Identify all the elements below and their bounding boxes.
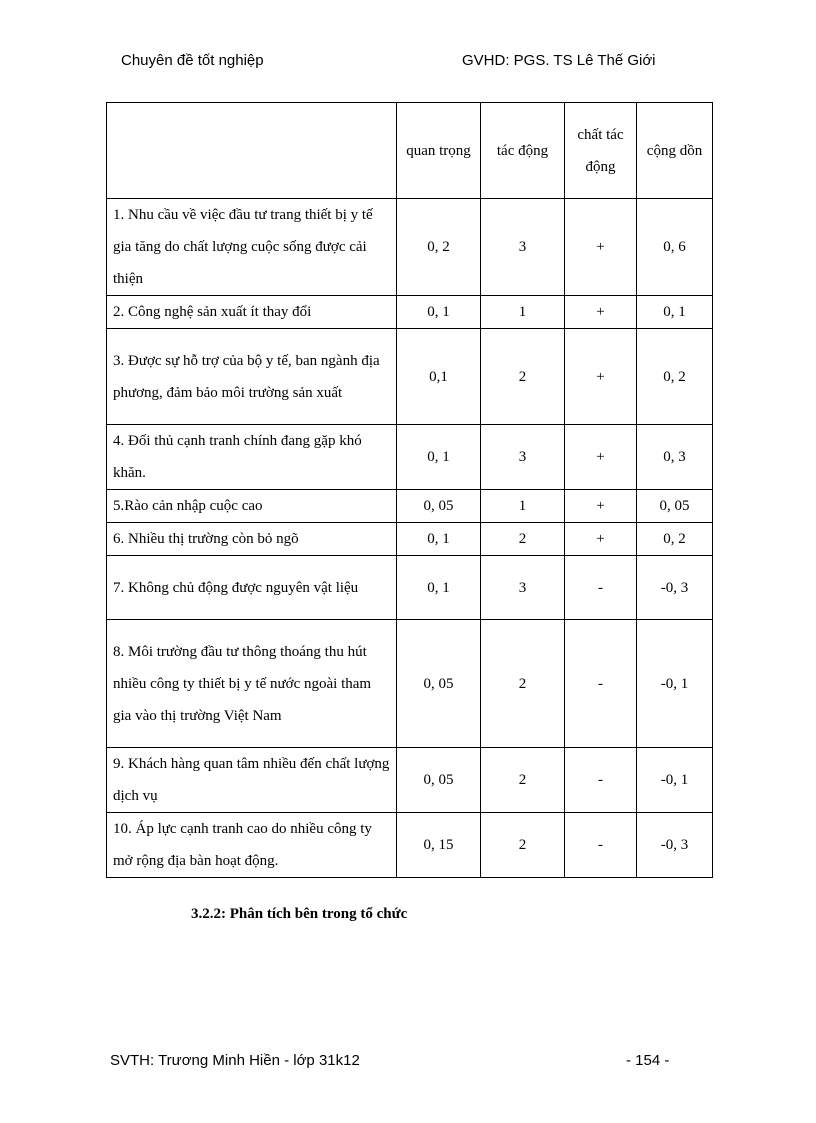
header-cell-description xyxy=(107,103,397,199)
table-row xyxy=(107,329,713,425)
row-weight: 0, 05 xyxy=(397,490,481,523)
header-course-title: Chuyên đề tốt nghiệp xyxy=(121,52,264,69)
row-description: 9. Khách hàng quan tâm nhiều đến chất lượng dịch vụ xyxy=(107,748,397,813)
row-weight: 0, 1 xyxy=(397,425,481,490)
row-description: 3. Được sự hỗ trợ của bộ y tế, ban ngành địa phương, đảm bảo môi trường sản xuất xyxy=(107,329,397,425)
row-impact: 3 xyxy=(481,556,565,620)
row-nature: - xyxy=(565,813,637,878)
header-cell-total: cộng dồn xyxy=(637,103,713,199)
header-cell-impact: tác động xyxy=(481,103,565,199)
row-description: 2. Công nghệ sản xuất ít thay đổi xyxy=(107,296,397,329)
table-row xyxy=(107,523,713,556)
evaluation-matrix-table xyxy=(106,102,713,878)
table-row xyxy=(107,556,713,620)
row-total: -0, 3 xyxy=(637,556,713,620)
row-total: -0, 3 xyxy=(637,813,713,878)
row-weight: 0, 05 xyxy=(397,620,481,748)
table-header-row xyxy=(107,103,713,199)
header-cell-nature: chất tác động xyxy=(565,103,637,199)
page-number: - 154 - xyxy=(626,1052,670,1069)
row-impact: 2 xyxy=(481,523,565,556)
row-nature: + xyxy=(565,490,637,523)
row-impact: 2 xyxy=(481,748,565,813)
row-nature: + xyxy=(565,296,637,329)
table-row xyxy=(107,490,713,523)
row-weight: 0, 1 xyxy=(397,296,481,329)
header-cell-weight: quan trọng xyxy=(397,103,481,199)
row-nature: - xyxy=(565,748,637,813)
row-nature: + xyxy=(565,329,637,425)
row-weight: 0,1 xyxy=(397,329,481,425)
row-nature: + xyxy=(565,425,637,490)
row-description: 10. Áp lực cạnh tranh cao do nhiều công ty mở rộng địa bàn hoạt động. xyxy=(107,813,397,878)
row-total: 0, 2 xyxy=(637,523,713,556)
table-row xyxy=(107,296,713,329)
row-impact: 1 xyxy=(481,296,565,329)
row-impact: 3 xyxy=(481,425,565,490)
row-total: 0, 6 xyxy=(637,199,713,296)
row-weight: 0, 1 xyxy=(397,556,481,620)
table-row xyxy=(107,813,713,878)
row-total: 0, 3 xyxy=(637,425,713,490)
row-impact: 3 xyxy=(481,199,565,296)
row-description: 5.Rào cản nhập cuộc cao xyxy=(107,490,397,523)
row-total: 0, 2 xyxy=(637,329,713,425)
table-row xyxy=(107,620,713,748)
row-weight: 0, 1 xyxy=(397,523,481,556)
row-weight: 0, 15 xyxy=(397,813,481,878)
footer-student-info: SVTH: Trương Minh Hiền - lớp 31k12 xyxy=(110,1052,360,1069)
row-nature: + xyxy=(565,523,637,556)
table-row xyxy=(107,748,713,813)
table-row xyxy=(107,199,713,296)
row-nature: - xyxy=(565,556,637,620)
row-total: 0, 05 xyxy=(637,490,713,523)
table-row xyxy=(107,425,713,490)
row-description: 7. Không chủ động được nguyên vật liệu xyxy=(107,556,397,620)
row-weight: 0, 05 xyxy=(397,748,481,813)
row-impact: 2 xyxy=(481,813,565,878)
row-description: 4. Đối thủ cạnh tranh chính đang gặp khó khăn. xyxy=(107,425,397,490)
row-nature: + xyxy=(565,199,637,296)
row-description: 8. Môi trường đầu tư thông thoáng thu hút nhiều công ty thiết bị y tế nước ngoài tham gia vào thị trường Việt Nam xyxy=(107,620,397,748)
row-impact: 2 xyxy=(481,620,565,748)
row-impact: 1 xyxy=(481,490,565,523)
row-nature: - xyxy=(565,620,637,748)
header-supervisor: GVHD: PGS. TS Lê Thế Giới xyxy=(462,52,656,69)
row-weight: 0, 2 xyxy=(397,199,481,296)
row-total: 0, 1 xyxy=(637,296,713,329)
row-impact: 2 xyxy=(481,329,565,425)
row-description: 6. Nhiều thị trường còn bỏ ngõ xyxy=(107,523,397,556)
section-heading: 3.2.2: Phân tích bên trong tổ chức xyxy=(191,906,408,922)
row-total: -0, 1 xyxy=(637,620,713,748)
row-description: 1. Nhu cầu về việc đầu tư trang thiết bị y tế gia tăng do chất lượng cuộc sống được cải thiện xyxy=(107,199,397,296)
row-total: -0, 1 xyxy=(637,748,713,813)
